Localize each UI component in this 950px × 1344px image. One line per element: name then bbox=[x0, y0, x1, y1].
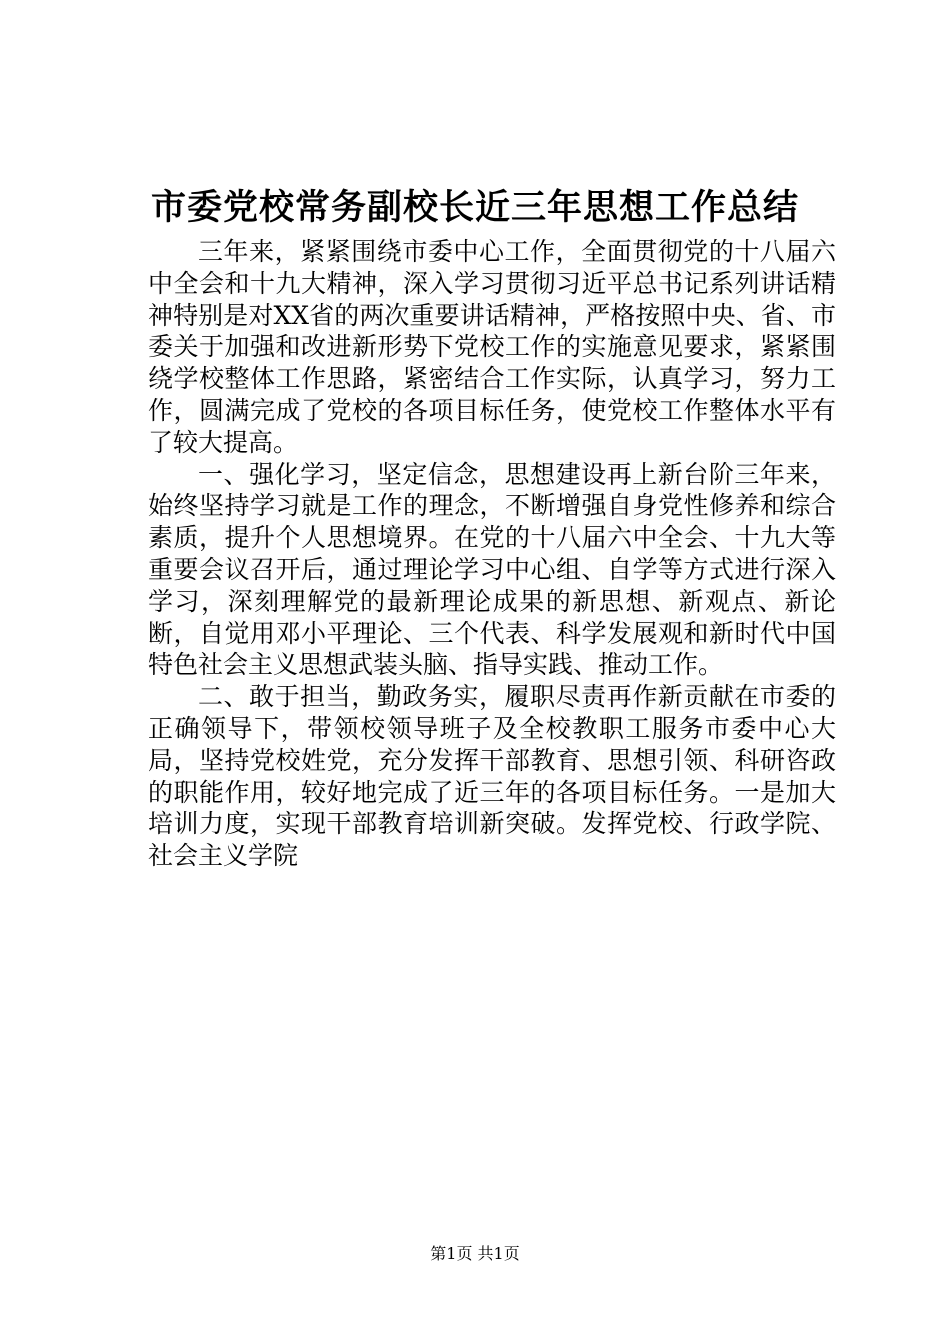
paragraph-section-two: 二、敢于担当，勤政务实，履职尽责再作新贡献在市委的正确领导下，带领校领导班子及全校教职工服务市委中心大局，坚持党校姓党，充分发挥干部教育、思想引领、科研咨政的职能作用，较好地完成了近三年的各项目标任务。一是加大培训力度，实现干部教育培训新突破。发挥党校、行政学院、社会主义学院 bbox=[148, 682, 836, 871]
paragraph-intro: 三年来，紧紧围绕市委中心工作，全面贯彻党的十八届六中全会和十九大精神，深入学习贯彻习近平总书记系列讲话精神特别是对XX省的两次重要讲话精神，严格按照中央、省、市委关于加强和改进新形势下党校工作的实施意见要求，紧紧围绕学校整体工作思路，紧密结合工作实际，认真学习，努力工作，圆满完成了党校的各项目标任务，使党校工作整体水平有了较大提高。 bbox=[148, 237, 836, 457]
document-body bbox=[148, 236, 836, 872]
document-title: 市委党校常务副校长近三年思想工作总结 bbox=[150, 187, 799, 228]
page-footer: 第1页 共1页 bbox=[430, 1244, 520, 1263]
paragraph-section-one: 一、强化学习，坚定信念，思想建设再上新台阶三年来，始终坚持学习就是工作的理念，不断增强自身党性修养和综合素质，提升个人思想境界。在党的十八届六中全会、十九大等重要会议召开后，通过理论学习中心组、自学等方式进行深入学习，深刻理解党的最新理论成果的新思想、新观点、新论断，自觉用邓小平理论、三个代表、科学发展观和新时代中国特色社会主义思想武装头脑、指导实践、推动工作。 bbox=[148, 459, 836, 680]
